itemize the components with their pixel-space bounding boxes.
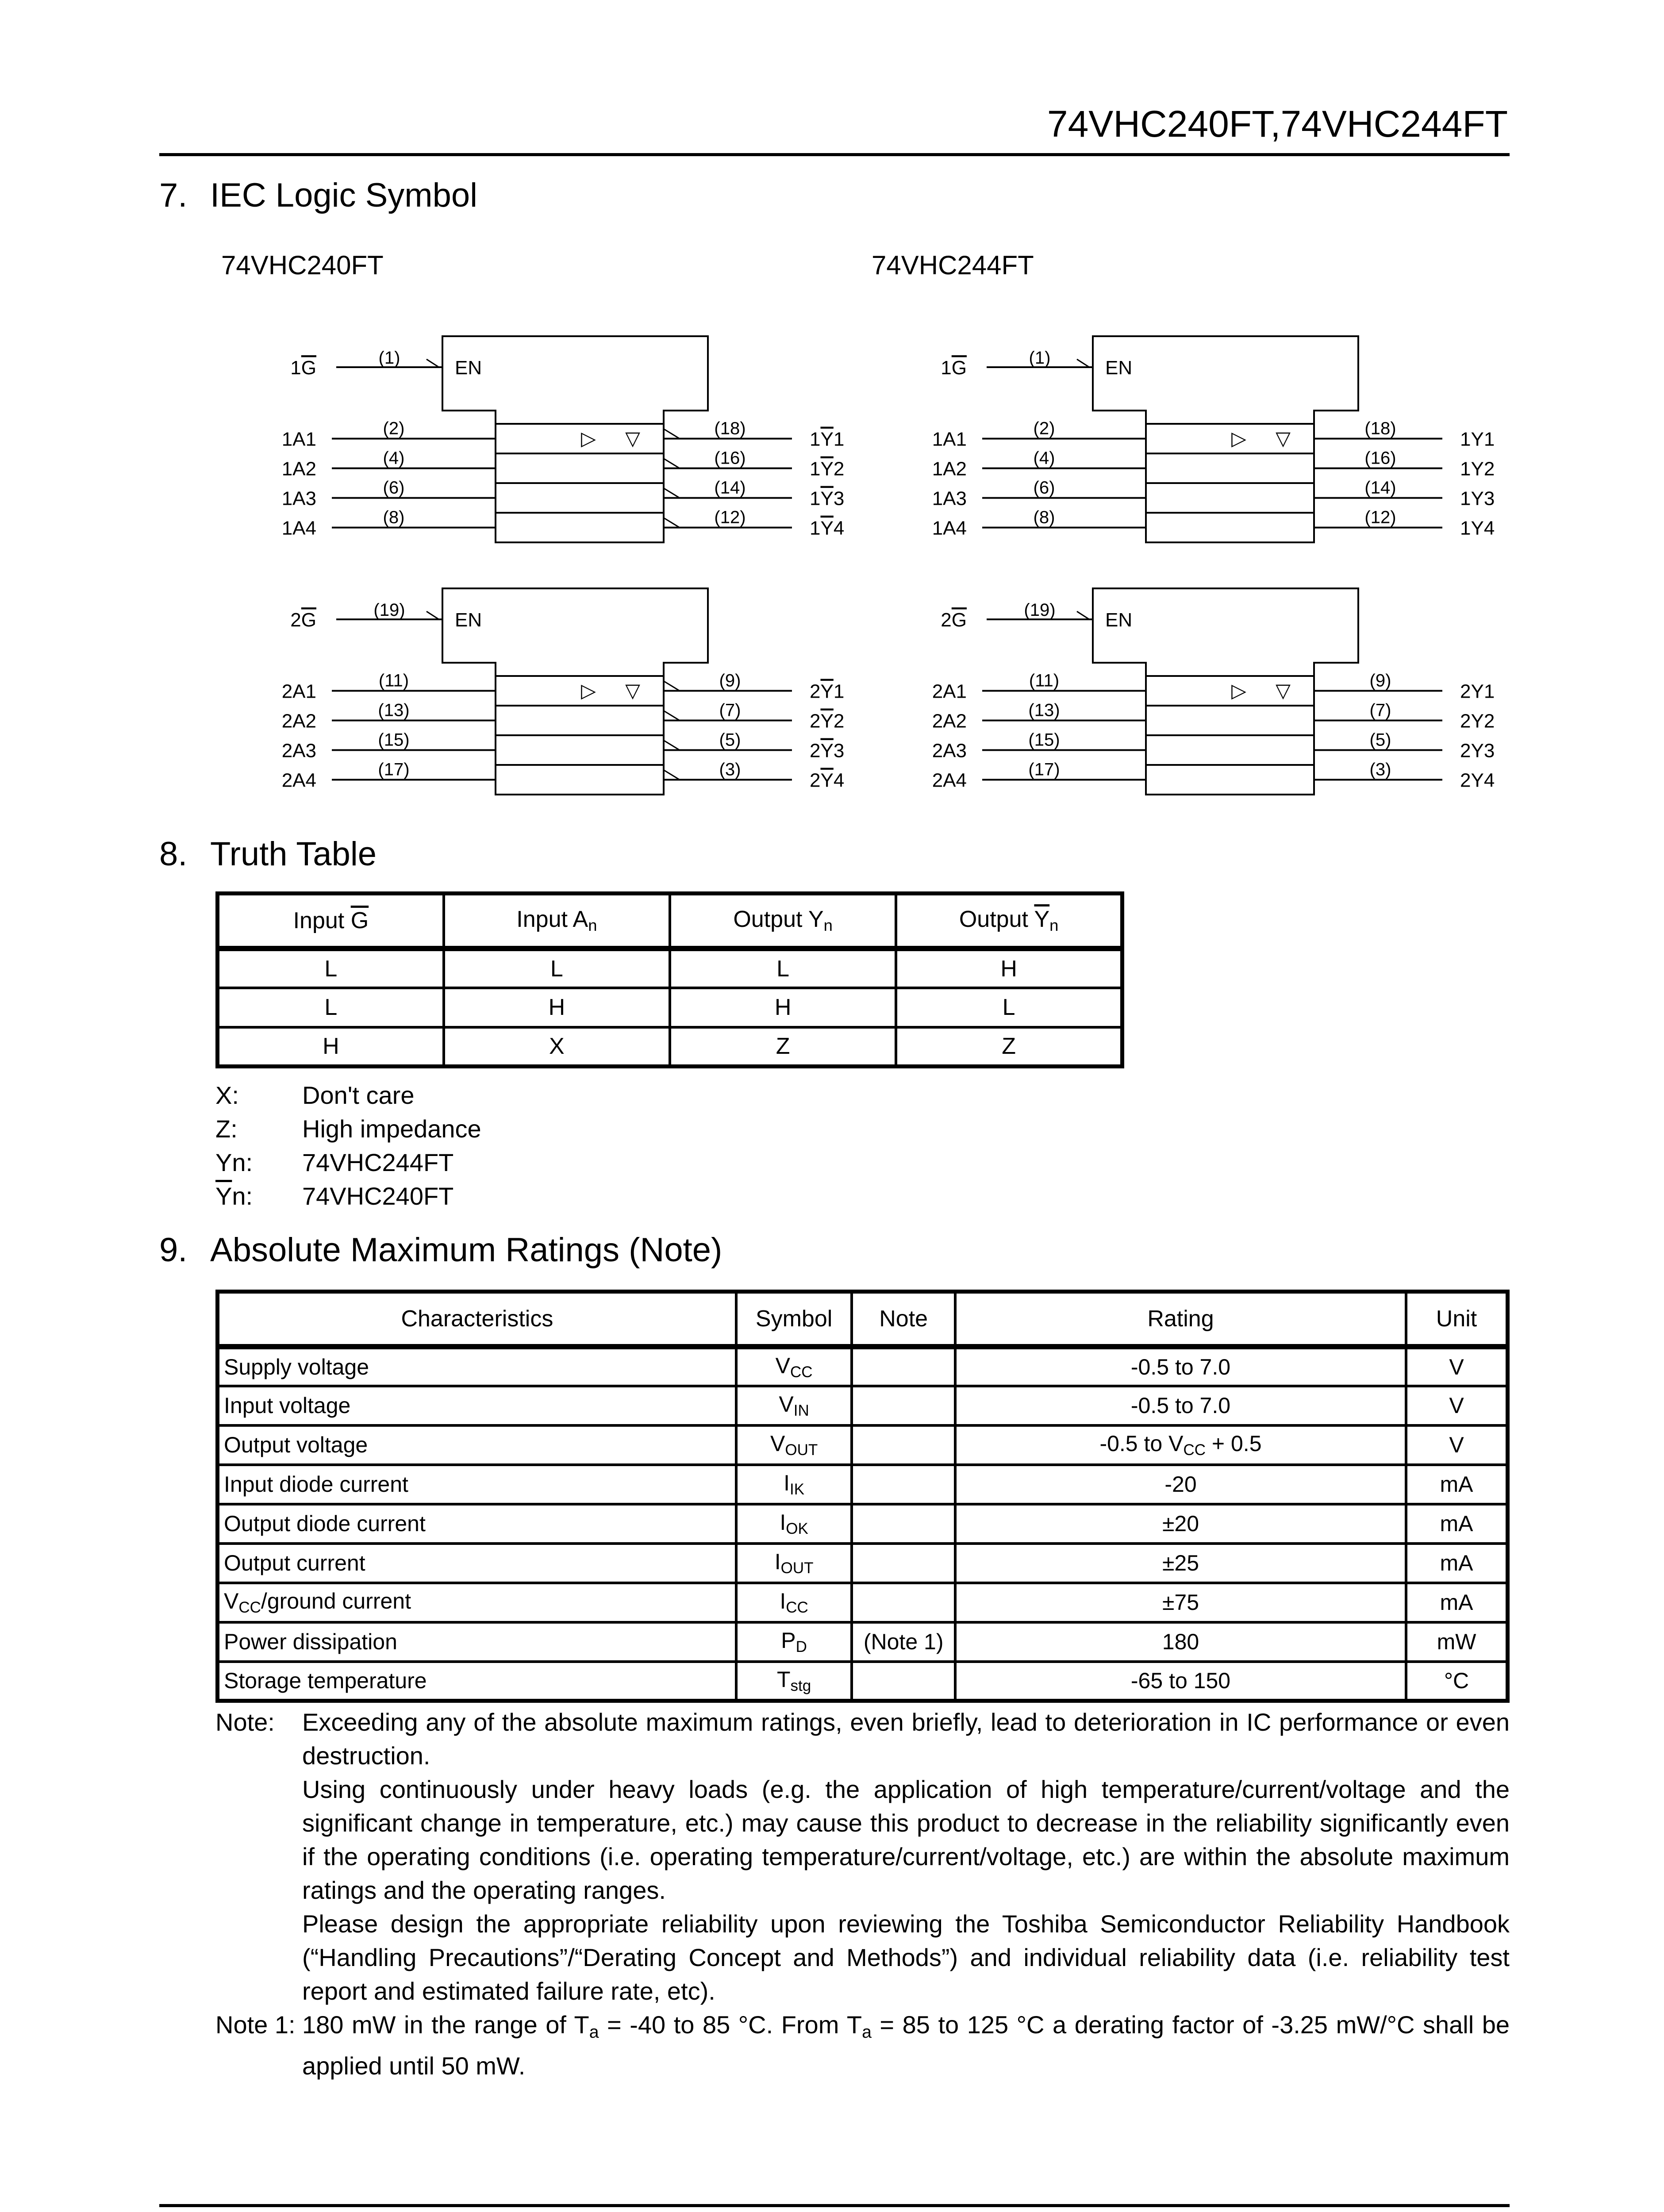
input-pin-number: (13): [378, 700, 410, 720]
logic-left-label: 74VHC240FT: [221, 250, 384, 280]
truth-table-cell: H: [896, 949, 1122, 988]
ratings-rating: -65 to 150: [955, 1662, 1406, 1701]
output-negation-indicator: [664, 681, 680, 691]
ratings-row: [218, 1425, 1508, 1465]
input-label: 1A2: [932, 458, 967, 480]
iec-logic-symbols: [0, 0, 1664, 818]
truth-table-cell: L: [218, 949, 444, 988]
truth-table-cell: L: [670, 949, 896, 988]
ratings-note: [852, 1425, 955, 1465]
output-pin-number: (3): [719, 760, 741, 780]
ratings-symbol: $I_{OUT}$: [736, 1544, 852, 1583]
input-label: 2A3: [932, 740, 967, 762]
output-negation-indicator: [664, 459, 680, 469]
output-label: 1Y2: [810, 458, 845, 480]
output-label: 2Y2: [1460, 710, 1495, 732]
ratings-symbol: $V_{IN}$: [736, 1386, 852, 1425]
legend-value: Don't care: [302, 1081, 415, 1109]
ratings-rating: 180: [955, 1622, 1406, 1662]
legend-value: 74VHC240FT: [302, 1182, 454, 1210]
ratings-characteristic: $V_{CC}$/ground current: [218, 1583, 736, 1622]
section-number: 8.: [159, 835, 188, 873]
output-label: 1Y1: [810, 428, 845, 450]
ratings-unit: mA: [1406, 1544, 1507, 1583]
input-label: 2A4: [932, 769, 967, 791]
truth-table: [215, 891, 1124, 1068]
output-label: 2Y4: [810, 769, 845, 791]
ratings-unit: mA: [1406, 1465, 1507, 1504]
output-negation-indicator: [664, 488, 680, 498]
ratings-row: [218, 1583, 1508, 1622]
truth-table-cell: L: [896, 988, 1122, 1027]
output-label: 1Y1: [1460, 428, 1495, 450]
output-pin-number: (12): [1364, 507, 1396, 527]
ratings-note: [852, 1347, 955, 1386]
output-pin-number: (12): [714, 507, 746, 527]
header-text: Input A: [516, 906, 588, 933]
ratings-symbol: $V_{CC}$: [736, 1347, 852, 1386]
truth-table-cell: X: [444, 1027, 670, 1067]
en-label: EN: [455, 609, 482, 631]
input-pin-number: (11): [1029, 671, 1060, 691]
ratings-rating: ±75: [955, 1583, 1406, 1622]
footer-rule: [159, 2204, 1510, 2207]
en-label: EN: [1105, 609, 1133, 631]
ratings-note: [852, 1386, 955, 1425]
ratings-header-row: [218, 1292, 1508, 1347]
ratings-symbol: $P_D$: [736, 1622, 852, 1662]
enable-pin-number: (19): [1024, 600, 1056, 620]
note-paragraph: Exceeding any of the absolute maximum ratings, even briefly, lead to deterioration in IC performance or even destruction.: [302, 1708, 1510, 1770]
input-label: 2A3: [281, 740, 316, 762]
enable-pin-number: (1): [1029, 348, 1051, 368]
truth-table-row: [218, 949, 1122, 988]
input-pin-number: (15): [378, 730, 410, 750]
input-label: 1A1: [932, 428, 967, 450]
ratings-note: [852, 1662, 955, 1701]
section-number: 9.: [159, 1231, 188, 1269]
ratings-note: [852, 1544, 955, 1583]
output-label: 2Y3: [810, 740, 845, 762]
output-negation-indicator: [664, 741, 680, 750]
enable-pin-number: (19): [373, 600, 405, 620]
note1-body: [302, 2008, 1510, 2083]
header-subscript: n: [1049, 916, 1059, 935]
ratings-characteristic: Input voltage: [218, 1386, 736, 1425]
ratings-unit: mA: [1406, 1504, 1507, 1544]
ratings-notes: [215, 1705, 1510, 2083]
negation-indicator: [1077, 359, 1093, 367]
input-pin-number: (17): [1028, 760, 1060, 780]
ratings-rating: ±20: [955, 1504, 1406, 1544]
output-pin-number: (18): [714, 419, 746, 438]
en-label: EN: [455, 357, 482, 379]
ratings-row: [218, 1347, 1508, 1386]
input-pin-number: (4): [383, 448, 405, 468]
buffer-symbol: ▷: [1231, 428, 1246, 449]
output-label: 2Y1: [1460, 680, 1495, 703]
ratings-row: [218, 1465, 1508, 1504]
header-subscript: n: [823, 916, 833, 935]
ratings-note: [852, 1583, 955, 1622]
truth-table-cell: Z: [896, 1027, 1122, 1067]
output-label: 1Y4: [1460, 517, 1495, 539]
ratings-rating: -0.5 to 7.0: [955, 1347, 1406, 1386]
output-pin-number: (14): [1364, 478, 1396, 498]
truth-header-input-g: [218, 894, 444, 949]
output-pin-number: (14): [714, 478, 746, 498]
output-pin-number: (9): [1369, 671, 1391, 691]
buffer-symbol: ▷: [581, 680, 596, 702]
ratings-symbol: $V_{OUT}$: [736, 1425, 852, 1465]
input-pin-number: (6): [1033, 478, 1055, 498]
note-body: [302, 1705, 1510, 2008]
ratings-rating: ±25: [955, 1544, 1406, 1583]
legend-row: [215, 1146, 481, 1179]
ratings-rating: -0.5 to $V_{CC} + 0.5$: [955, 1425, 1406, 1465]
legend-value: High impedance: [302, 1115, 481, 1143]
ratings-characteristic: Output voltage: [218, 1425, 736, 1465]
truth-table-cell: L: [218, 988, 444, 1027]
input-label: 1A3: [281, 488, 316, 510]
input-pin-number: (17): [378, 760, 410, 780]
section-heading: Truth Table: [210, 835, 377, 873]
output-pin-number: (16): [1364, 448, 1396, 468]
tristate-symbol: ▽: [1276, 428, 1291, 449]
input-pin-number: (8): [1033, 507, 1055, 527]
header-text-input: Input $\overline{G}$: [293, 907, 369, 933]
input-label: 2A4: [281, 769, 316, 791]
enable-label: 2G: [290, 609, 316, 631]
truth-header-output-y: [670, 894, 896, 949]
truth-table-cell: H: [444, 988, 670, 1027]
ratings-row: [218, 1662, 1508, 1701]
input-label: 2A1: [932, 680, 967, 703]
input-label: 1A3: [932, 488, 967, 510]
legend-key: $\overline{Y}n$:: [215, 1182, 253, 1210]
ratings-characteristic: Input diode current: [218, 1465, 736, 1504]
note1-key: Note 1:: [215, 2011, 296, 2039]
ratings-symbol: $I_{IK}$: [736, 1465, 852, 1504]
ratings-header-note: Note: [852, 1292, 955, 1347]
control-block-outline: [442, 336, 708, 424]
note1-block: [215, 2008, 1510, 2083]
input-pin-number: (6): [383, 478, 405, 498]
input-pin-number: (4): [1033, 448, 1055, 468]
section-9-title: [159, 1231, 722, 1269]
output-label: 2Y1: [810, 680, 845, 703]
en-label: EN: [1105, 357, 1133, 379]
logic-right-label: 74VHC244FT: [872, 250, 1034, 280]
legend-row: [215, 1179, 481, 1213]
input-pin-number: (2): [1033, 419, 1055, 438]
truth-table-row: [218, 1027, 1122, 1067]
buffer-symbol: ▷: [581, 428, 596, 449]
ratings-header-characteristics: Characteristics: [218, 1292, 736, 1347]
output-pin-number: (5): [1369, 730, 1391, 750]
ratings-rating: -20: [955, 1465, 1406, 1504]
legend-value: 74VHC244FT: [302, 1148, 454, 1176]
tristate-symbol: ▽: [625, 428, 640, 449]
input-pin-number: (15): [1028, 730, 1060, 750]
input-label: 1A2: [281, 458, 316, 480]
output-pin-number: (18): [1364, 419, 1396, 438]
output-label: 1Y3: [1460, 488, 1495, 510]
section-number: 7.: [159, 177, 188, 214]
buffer-symbol: ▷: [1231, 680, 1246, 702]
ratings-unit: V: [1406, 1347, 1507, 1386]
negation-indicator: [427, 611, 442, 619]
input-pin-number: (8): [383, 507, 405, 527]
ratings-row: [218, 1544, 1508, 1583]
section-8-title: [159, 835, 377, 873]
input-label: 1A4: [281, 517, 316, 539]
section-heading: IEC Logic Symbol: [210, 177, 478, 214]
input-label: 2A2: [932, 710, 967, 732]
control-block-outline: [1093, 588, 1358, 676]
input-label: 2A1: [281, 680, 316, 703]
legend-key: Z:: [215, 1115, 238, 1143]
truth-table-legend: [215, 1079, 481, 1213]
ratings-unit: °C: [1406, 1662, 1507, 1701]
truth-table-cell: L: [444, 949, 670, 988]
legend-row: [215, 1079, 481, 1112]
output-pin-number: (7): [719, 700, 741, 720]
truth-table-cell: H: [218, 1027, 444, 1067]
output-label: 1Y3: [810, 488, 845, 510]
tristate-symbol: ▽: [1276, 680, 1291, 702]
output-negation-indicator: [664, 711, 680, 721]
input-pin-number: (13): [1028, 700, 1060, 720]
absolute-maximum-ratings-table: [215, 1290, 1510, 1703]
truth-table-header-row: [218, 894, 1122, 949]
ratings-header-symbol: Symbol: [736, 1292, 852, 1347]
ratings-row: [218, 1386, 1508, 1425]
ratings-characteristic: Supply voltage: [218, 1347, 736, 1386]
input-label: 2A2: [281, 710, 316, 732]
ratings-row: [218, 1504, 1508, 1544]
output-negation-indicator: [664, 518, 680, 528]
output-label: 1Y2: [1460, 458, 1495, 480]
output-negation-indicator: [664, 770, 680, 780]
note-block: [215, 1705, 1510, 2008]
enable-label: 1G: [941, 357, 967, 379]
negation-indicator: [1077, 611, 1093, 619]
output-negation-indicator: [664, 429, 680, 439]
ratings-symbol: $I_{OK}$: [736, 1504, 852, 1544]
ratings-row: [218, 1622, 1508, 1662]
truth-header-input-a: [444, 894, 670, 949]
note-paragraph: Please design the appropriate reliability upon reviewing the Toshiba Semiconductor Reliability Handbook (“Handling Precautions”/“Derating Concept and Methods”) and individual reliability data (i.e. reliability test report and estimated failure rate, etc).: [302, 1910, 1510, 2005]
output-pin-number: (5): [719, 730, 741, 750]
legend-key: Yn:: [215, 1148, 253, 1176]
output-label: 1Y4: [810, 517, 845, 539]
ratings-rating: -0.5 to 7.0: [955, 1386, 1406, 1425]
truth-header-output-y-bar: [896, 894, 1122, 949]
legend-key: X:: [215, 1081, 239, 1109]
output-label: 2Y4: [1460, 769, 1495, 791]
ratings-unit: mW: [1406, 1622, 1507, 1662]
ratings-header-unit: Unit: [1406, 1292, 1507, 1347]
output-pin-number: (3): [1369, 760, 1391, 780]
ratings-header-rating: Rating: [955, 1292, 1406, 1347]
tristate-symbol: ▽: [625, 680, 640, 702]
ratings-note: (Note 1): [852, 1622, 955, 1662]
ratings-symbol: $I_{CC}$: [736, 1583, 852, 1622]
output-label: 2Y2: [810, 710, 845, 732]
output-label: 2Y3: [1460, 740, 1495, 762]
output-pin-number: (9): [719, 671, 741, 691]
ratings-note: [852, 1465, 955, 1504]
header-subscript: n: [588, 916, 597, 935]
ratings-note: [852, 1504, 955, 1544]
header-text: Output Y: [733, 906, 824, 933]
ratings-characteristic: Output current: [218, 1544, 736, 1583]
output-pin-number: (16): [714, 448, 746, 468]
note-paragraph: Using continuously under heavy loads (e.g. the application of high temperature/current/voltage and the significant change in temperature, etc.) may cause this product to decrease in the reliability significantly even if the operating conditions (i.e. operating temperature/current/voltage, etc.) are within the absolute maximum ratings and the operating ranges.: [302, 1775, 1510, 1904]
header-text: Output $\overline{Y}$: [959, 906, 1050, 933]
truth-table-cell: H: [670, 988, 896, 1027]
truth-table-row: [218, 988, 1122, 1027]
control-block-outline: [442, 588, 708, 676]
ratings-unit: V: [1406, 1386, 1507, 1425]
document-header-title: 74VHC240FT,74VHC244FT: [1047, 103, 1508, 145]
legend-row: [215, 1112, 481, 1146]
input-pin-number: (11): [378, 671, 409, 691]
control-block-outline: [1093, 336, 1358, 424]
input-pin-number: (2): [383, 419, 405, 438]
output-pin-number: (7): [1369, 700, 1391, 720]
ratings-characteristic: Storage temperature: [218, 1662, 736, 1701]
section-heading: Absolute Maximum Ratings (Note): [210, 1231, 722, 1269]
negation-indicator: [427, 359, 442, 367]
note-key: Note:: [215, 1708, 275, 1736]
enable-label: 2G: [941, 609, 967, 631]
note1-text: 180 mW in the range of $T_a = -40$ to 85 °C. From $T_a = 85$ to 125 °C a derating factor of -3.25 mW/°C shall be applied until 50 mW.: [302, 2011, 1510, 2080]
enable-pin-number: (1): [378, 348, 400, 368]
input-label: 1A1: [281, 428, 316, 450]
ratings-characteristic: Power dissipation: [218, 1622, 736, 1662]
input-label: 1A4: [932, 517, 967, 539]
ratings-symbol: $T_{stg}$: [736, 1662, 852, 1701]
ratings-characteristic: Output diode current: [218, 1504, 736, 1544]
ratings-unit: V: [1406, 1425, 1507, 1465]
ratings-unit: mA: [1406, 1583, 1507, 1622]
enable-label: 1G: [290, 357, 316, 379]
truth-table-cell: Z: [670, 1027, 896, 1067]
